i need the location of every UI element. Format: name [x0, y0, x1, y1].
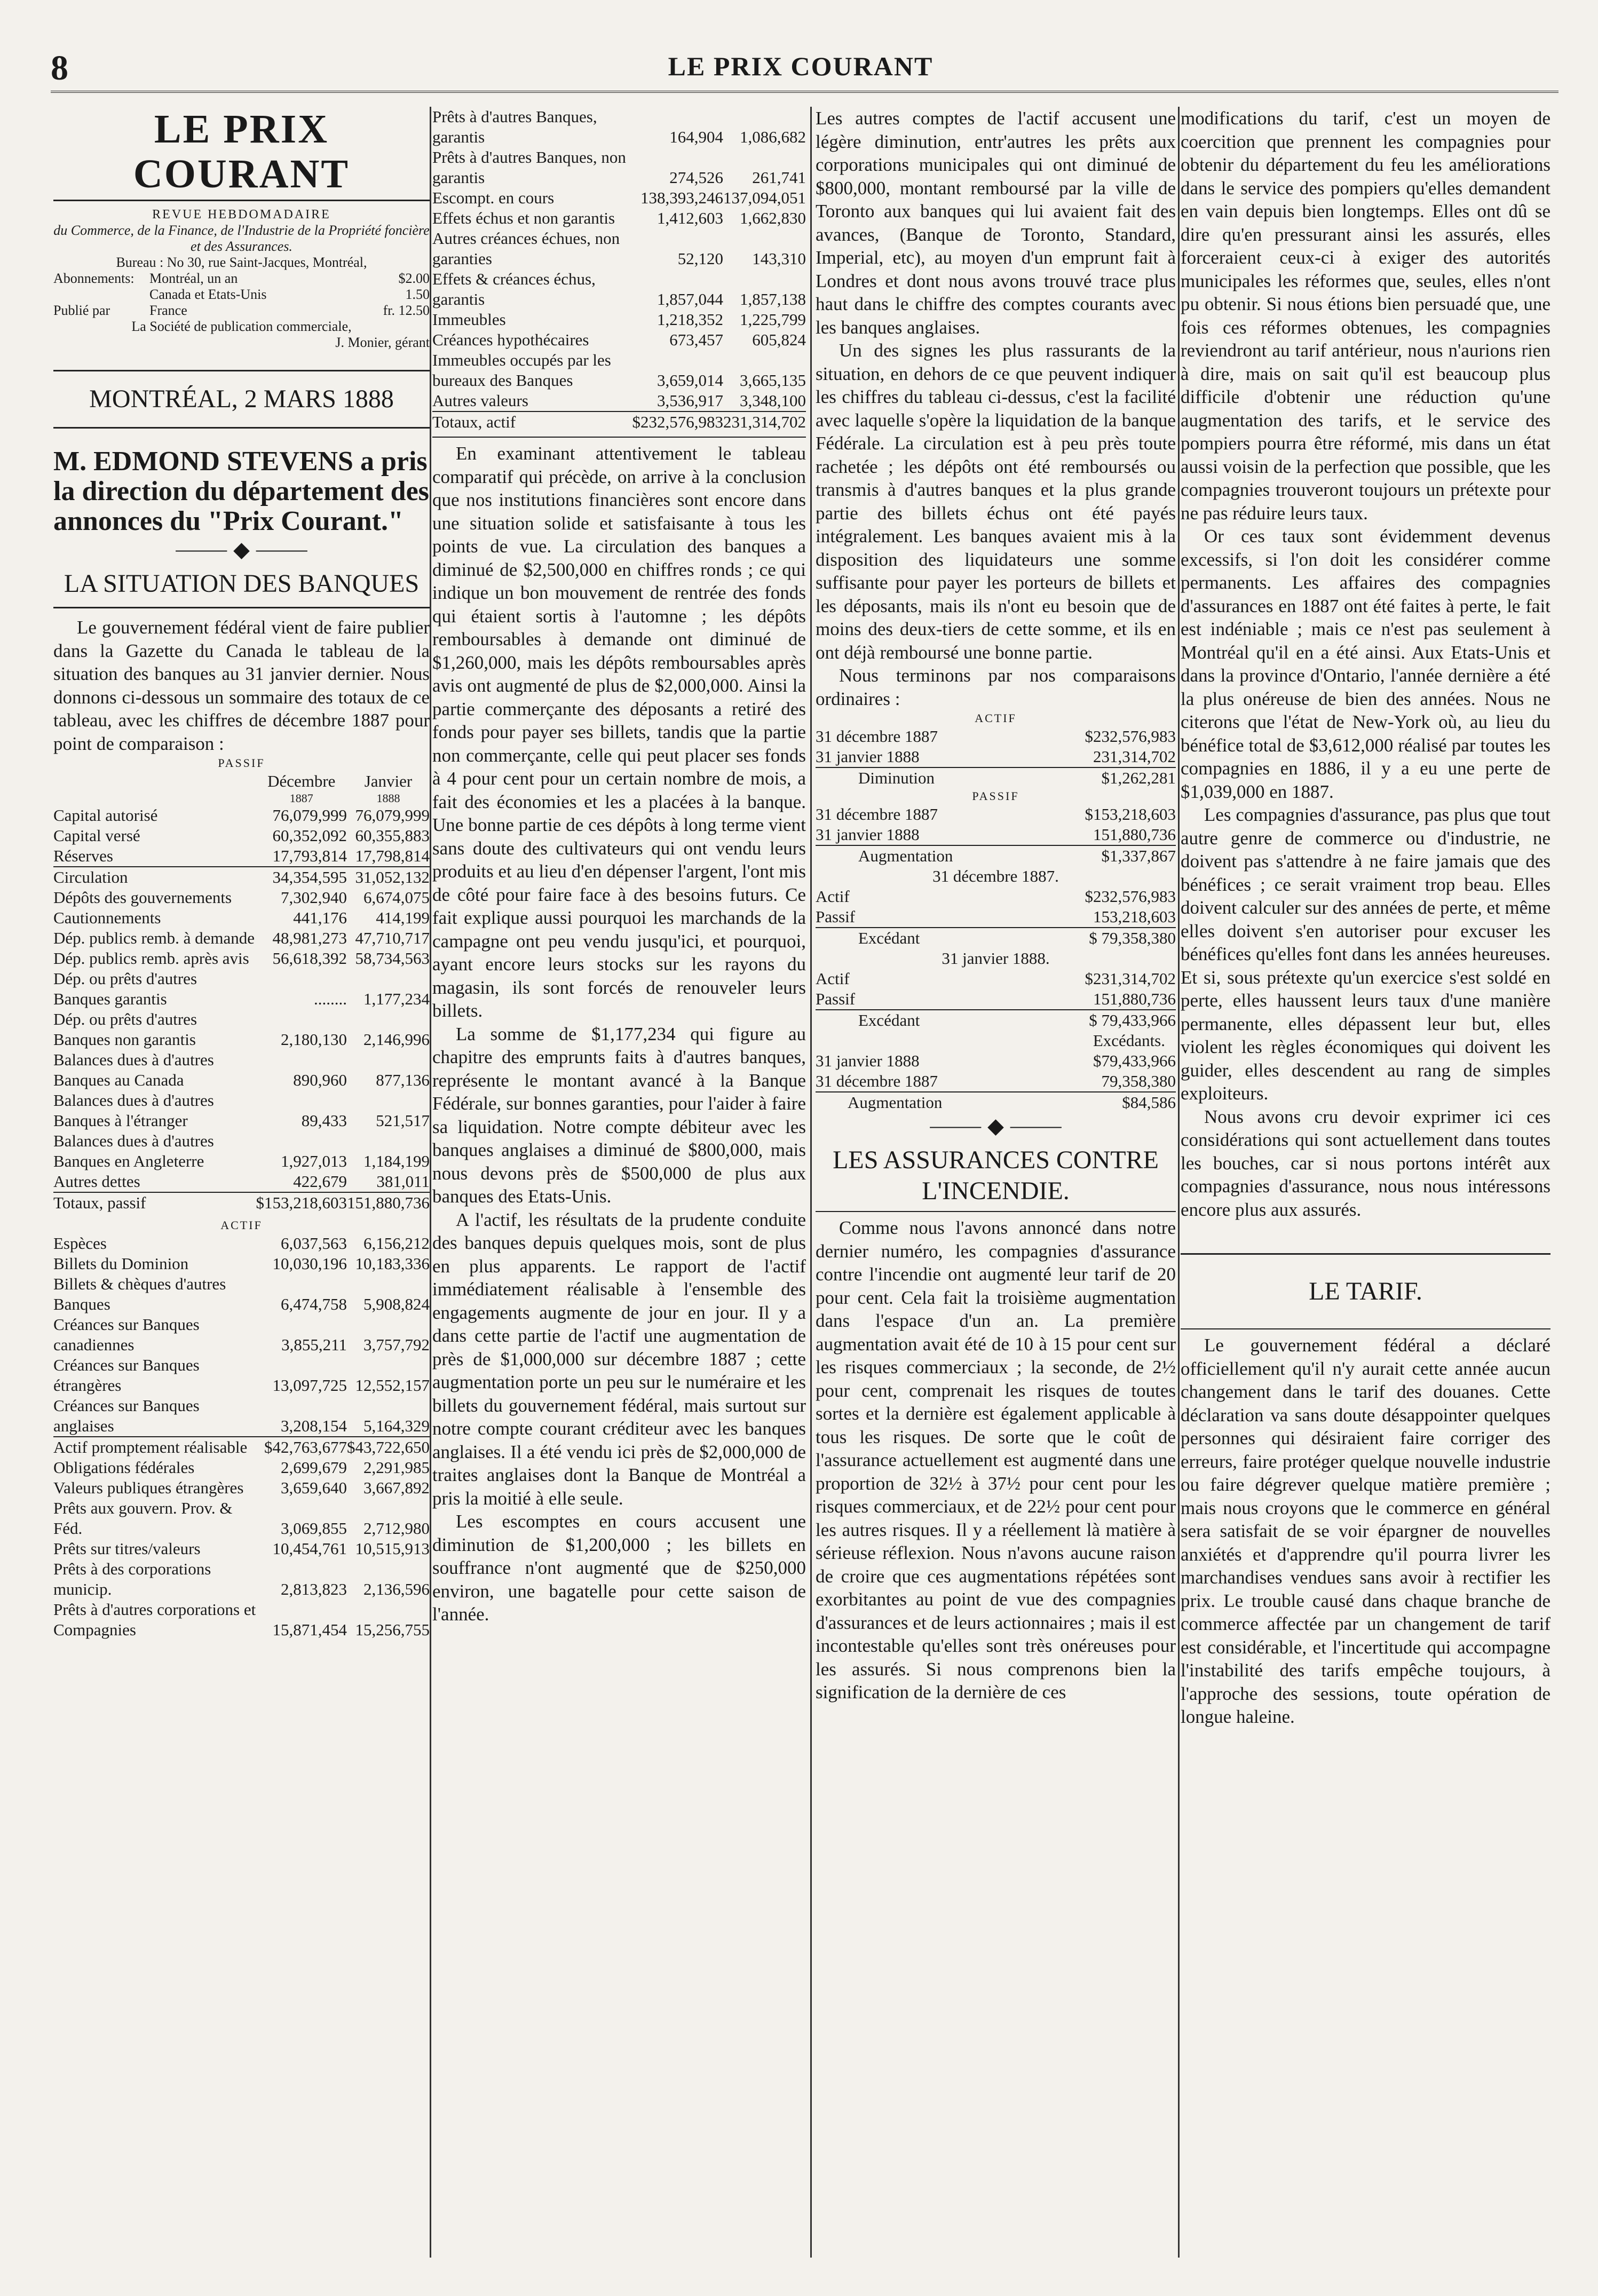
- table-row: [816, 767, 1176, 788]
- paragraph: Nous avons cru devoir exprimer ici ces considérations qui sont actuellement dans toutes les bouches, car si nous portons intérêt aux compagnies d'assurance, nous nous intéressons encore plus aux assurés.: [1181, 1106, 1550, 1220]
- comparison-actif: [816, 726, 1176, 788]
- row-value: $ 79,433,966: [1085, 1010, 1176, 1031]
- subscription-table: [53, 271, 430, 319]
- row-value: $84,586: [1093, 1092, 1176, 1113]
- row-label: Excédant: [816, 1010, 1085, 1031]
- table-row: [53, 888, 430, 908]
- row-label: Circulation: [53, 867, 256, 888]
- table-row: [53, 1009, 430, 1050]
- masthead: LE PRIX COURANT: [53, 107, 430, 201]
- dec-value: 1,412,603: [657, 209, 723, 227]
- dec-value: 2,180,130: [281, 1030, 347, 1049]
- dec-value: 89,433: [301, 1111, 347, 1130]
- row-label: Balances dues à d'autres Banques au Canada: [53, 1050, 214, 1089]
- paragraph: En examinant attentivement le tableau comparatif qui précède, on arrive à la conclusion que nos institutions financières sont encore dans une situation solide et satisfaisante à tous les points de vue. La circulation des banques a diminué de $2,500,000 en chiffres ronds ; ce qui indique un bon mouvement de rentrée des fonds qui étaient sortis à l'automne ; les dépôts remboursables à demande ont diminué de $1,260,000, mais les dépôts remboursables après avis ont augmenté de plus de $2,000,000. Ainsi la partie commerçante des déposants a retiré des fonds pour payer ses billets, tandis que la partie non commerçante, celle qui peut placer ses fonds à 4 pour cent pour un certain nombre de mois, a fait des économies et les a placées à la banque. Une bonne partie de ces dépôts à long terme vient sans doute des cultivateurs qui ont vendu leurs produits et au lieu d'en dépenser l'argent, l'ont mis de côté pour faire face à des besoins futurs. Ce fait explique aussi pourquoi les marchands de la campagne ont peu vendu jusqu'ici, et pourquoi, ayant encore leurs stocks sur les rayons du magasin, ils sont forcés de renouveler leurs billets.: [432, 443, 806, 1021]
- table-row: [816, 989, 1176, 1010]
- row-value: $ 79,358,380: [1085, 928, 1176, 948]
- row-label: Prêts à des corporations municip.: [53, 1559, 211, 1598]
- dec-value: 2,813,823: [281, 1580, 347, 1598]
- jan-value: 143,310: [752, 249, 806, 268]
- bureau-address: Bureau : No 30, rue Saint-Jacques, Montréal,: [116, 255, 367, 270]
- row-label: 31 janvier 1888: [816, 747, 920, 766]
- dec-value: 52,120: [677, 249, 723, 268]
- dec-value: 3,659,014: [657, 371, 723, 390]
- subscription-place: Canada et Etats-Unis: [149, 287, 267, 302]
- row-value: 231,314,702: [1093, 747, 1176, 766]
- jan-value: 3,665,135: [740, 371, 806, 390]
- dec-value: 60,352,092: [272, 826, 347, 845]
- row-label: Créances sur Banques étrangères: [53, 1356, 200, 1395]
- table-row: [53, 908, 430, 928]
- subhead: 31 janvier 1888.: [942, 949, 1050, 968]
- row-label: Immeubles occupés par les bureaux des Banques: [432, 351, 611, 390]
- jan-value: 60,355,883: [355, 826, 430, 845]
- jan-value: 31,052,132: [347, 867, 430, 888]
- row-label: Espèces: [53, 1234, 107, 1253]
- row-value: $231,314,702: [1085, 969, 1176, 988]
- jan-value: 5,908,824: [363, 1295, 430, 1313]
- table-row: [53, 1233, 430, 1254]
- table-row: [53, 805, 430, 826]
- table-row: [53, 1559, 430, 1600]
- row-value: 151,880,736: [1093, 989, 1176, 1008]
- dec-value: ........: [314, 989, 347, 1008]
- row-label: Effets & créances échus, garantis: [432, 270, 596, 308]
- dec-value: 7,302,940: [281, 888, 347, 907]
- jan-value: 877,136: [376, 1071, 430, 1089]
- row-label: Autres valeurs: [432, 391, 528, 410]
- subscription-price: $2.00: [398, 271, 430, 286]
- jan-value: 58,734,563: [355, 949, 430, 968]
- table-row: [53, 1274, 430, 1315]
- subhead: Excédants.: [1093, 1031, 1165, 1050]
- table-row: [53, 1478, 430, 1498]
- jan-value: 10,183,336: [355, 1254, 430, 1273]
- row-label: 31 décembre 1887: [816, 1072, 938, 1090]
- table-row: [432, 330, 806, 350]
- jan-value: 3,667,892: [363, 1478, 430, 1497]
- paragraph: Le gouvernement fédéral a déclaré officiellement qu'il n'y aurait cette année aucun changement dans le tarif des douanes. Cette déclaration va sans doute désappointer quelques personnes qui désiraient faire corriger des erreurs, faire protéger quelque nouvelle industrie ou faire dégrever quelque matière première ; mais nous croyons que le commerce en général sera satisfait de se voir épargner de nouvelles anxiétés et d'apprendre qu'il pourra livrer les marchandises vendues sans avoir à rectifier les prix. Le trouble causé dans chaque branche de commerce affectée par un changement de tarif est considérable, et l'incertitude qui accompagne l'instabilité des tarifs empêche toujours, à l'approche des sessions, toute opération de longue haleine.: [1181, 1335, 1550, 1727]
- row-label: Dépôts des gouvernements: [53, 888, 232, 907]
- publisher: La Société de publication commerciale,: [131, 319, 352, 334]
- dec-value: $153,218,603: [256, 1193, 347, 1212]
- col-year: 1887: [289, 791, 313, 805]
- table-row: [816, 969, 1176, 989]
- dec-value: 17,793,814: [272, 846, 347, 865]
- table-row: [432, 350, 806, 391]
- table-row: [53, 1171, 430, 1192]
- publie-par: Publié par: [53, 303, 110, 318]
- divider: [1181, 1253, 1550, 1255]
- table-row: [816, 747, 1176, 767]
- row-label: Effets échus et non garantis: [432, 209, 615, 227]
- actif-caption: ACTIF: [220, 1218, 263, 1232]
- column-3: [816, 107, 1176, 2258]
- dec-value: 3,536,917: [657, 391, 723, 410]
- row-label: Balances dues à d'autres Banques en Angleterre: [53, 1131, 214, 1170]
- passif-table: [53, 771, 430, 1213]
- table-row: [432, 107, 806, 147]
- row-label: Autres dettes: [53, 1172, 140, 1191]
- dec-value: 6,037,563: [281, 1234, 347, 1253]
- row-label: Balances dues à d'autres Banques à l'étranger: [53, 1091, 214, 1130]
- running-title: LE PRIX COURANT: [668, 51, 934, 81]
- row-label: Escompt. en cours: [432, 188, 555, 207]
- actif-caption: ACTIF: [975, 711, 1017, 725]
- dec-value: 422,679: [293, 1172, 347, 1191]
- jan-value: 10,515,913: [355, 1539, 430, 1558]
- row-value: 79,358,380: [1101, 1072, 1176, 1090]
- table-row: [816, 1092, 1176, 1113]
- paragraph: Un des signes les plus rassurants de la situation, en dehors de ce que peuvent indiquer les chiffres du tableau ci-dessus, c'est la facilité avec laquelle s'opère la liquidation de la banque Fédérale. La circulation est à peu près toute rachetée ; les dépôts ont été remboursés ou transmis à d'autres banques et la plus grande partie des billets échus ont été payés intégralement. Les banques avaient mis à la disposition des liquidateurs une somme suffisante pour payer les porteurs de billets et les déposants, mais ils n'ont eu besoin que de moins des deux-tiers de cette somme, et ils en ont déjà remboursé une bonne partie.: [816, 340, 1176, 663]
- row-label: Actif promptement réalisable: [53, 1437, 264, 1458]
- row-label: Augmentation: [816, 1092, 1093, 1113]
- page-header: [0, 0, 1598, 109]
- table-row: [816, 726, 1176, 747]
- comparison-december: [816, 886, 1176, 948]
- table-row: [816, 1010, 1176, 1031]
- subscription-price: 1.50: [405, 287, 430, 302]
- table-row: [816, 1071, 1176, 1092]
- dec-value: 13,097,725: [272, 1376, 347, 1395]
- jan-value: 381,011: [376, 1172, 430, 1191]
- table-row: [53, 826, 430, 846]
- divider: [816, 1211, 1176, 1212]
- dec-value: 3,208,154: [281, 1416, 347, 1435]
- row-value: $232,576,983: [1085, 727, 1176, 746]
- dec-value: 15,871,454: [272, 1620, 347, 1639]
- dec-value: 164,904: [669, 128, 723, 146]
- jan-value: 12,552,157: [355, 1376, 430, 1395]
- col-year: 1888: [376, 791, 400, 805]
- table-row: [53, 969, 430, 1009]
- table-row: [816, 886, 1176, 907]
- row-value: $79,433,966: [1093, 1051, 1176, 1070]
- divider: [1181, 1328, 1550, 1329]
- jan-value: 5,164,329: [363, 1416, 430, 1435]
- divider: [432, 437, 806, 438]
- table-row: [53, 1131, 430, 1171]
- masthead-tagline: du Commerce, de la Finance, de l'Industrie de la Propriété foncière et des Assurances.: [53, 223, 430, 254]
- row-label: Cautionnements: [53, 908, 161, 927]
- table-row: [53, 1254, 430, 1274]
- table-row: [816, 1051, 1176, 1071]
- row-label: Créances sur Banques canadiennes: [53, 1315, 200, 1354]
- dec-value: 76,079,999: [272, 806, 347, 825]
- row-value: 153,218,603: [1093, 907, 1176, 926]
- table-row: [53, 867, 430, 888]
- jan-value: 231,314,702: [723, 413, 806, 431]
- row-label: 31 décembre 1887: [816, 727, 938, 746]
- row-value: $1,337,867: [1085, 845, 1176, 866]
- dec-value: 10,030,196: [272, 1254, 347, 1273]
- column-2: [432, 107, 806, 2258]
- table-row: [53, 928, 430, 948]
- column-rule: [1178, 107, 1180, 2258]
- paragraph: Les compagnies d'assurance, pas plus que tout autre genre de commerce ou d'industrie, ne doivent pas s'attendre à ne faire jamais que des bénéfices ; ce serait vraiment trop beau. Elles doivent calculer sur des années de perte, et même elles doivent s'en autoriser pour excuser les bénéfices qu'elles font dans les années heureuses. Et si, sous prétexte qu'un exercice s'est soldé en perte, elles haussent leurs taux d'une manière permanente, elles dépassent leur but, elles violent les règles économiques qui doivent les guider, elles descendent au rang de simples exploiteurs.: [1181, 804, 1550, 1104]
- jan-value: 521,517: [376, 1111, 430, 1130]
- table-row: [53, 1498, 430, 1539]
- dec-value: 673,457: [669, 330, 723, 349]
- section-title: LE TARIF.: [1309, 1277, 1422, 1305]
- col-header: Janvier: [364, 772, 413, 790]
- jan-value: 605,824: [752, 330, 806, 349]
- table-row: [432, 147, 806, 188]
- table-row: [432, 391, 806, 411]
- row-label: Prêts à d'autres Banques, non garantis: [432, 148, 626, 187]
- table-row: [53, 1355, 430, 1396]
- table-row: [816, 928, 1176, 948]
- dec-value: 34,354,595: [256, 867, 347, 888]
- jan-value: 17,798,814: [355, 846, 430, 865]
- row-label: Augmentation: [816, 845, 1085, 866]
- dateline: MONTRÉAL, 2 MARS 1888: [53, 370, 430, 429]
- paragraph: Or ces taux sont évidemment devenus excessifs, si l'on doit les considérer comme permanents. Les affaires des compagnies d'assurances en 1887 ont été faites à perte, le fait est indéniable ; mais ce n'est pas seulement à Montréal qu'il en a été ainsi. Aux Etats-Unis et dans la province d'Ontario, l'année dernière a été la plus onéreuse de bien des années. Nous ne citerons que l'état de New-York où, au lieu du bénéfice total de $3,612,000 réalisé par toutes les compagnies en 1886, il y a eu une perte de $1,039,000 en 1887.: [1181, 526, 1550, 802]
- total-row: [432, 411, 806, 432]
- jan-value: $43,722,650: [347, 1438, 430, 1456]
- jan-value: 414,199: [376, 908, 430, 927]
- jan-value: 6,156,212: [363, 1234, 430, 1253]
- row-value: 151,880,736: [1093, 825, 1176, 844]
- jan-value: 15,256,755: [355, 1620, 430, 1639]
- row-label: Actif: [816, 887, 850, 906]
- dec-value: 2,699,679: [281, 1458, 347, 1477]
- dec-value: 138,393,246: [640, 188, 723, 207]
- dec-value: 890,960: [293, 1071, 347, 1089]
- table-row: [53, 1600, 430, 1640]
- row-label: Dép. publics remb. après avis: [53, 949, 249, 968]
- dec-value: 441,176: [293, 908, 347, 927]
- row-label: Excédant: [816, 928, 1085, 948]
- jan-value: 76,079,999: [355, 806, 430, 825]
- row-label: Prêts à d'autres corporations et Compagnies: [53, 1600, 256, 1639]
- table-row: [53, 1539, 430, 1559]
- manager: J. Monier, gérant: [335, 335, 430, 350]
- row-label: Prêts sur titres/valeurs: [53, 1539, 201, 1558]
- row-label: Billets du Dominion: [53, 1254, 189, 1273]
- jan-value: 2,146,996: [363, 1030, 430, 1049]
- dec-value: 3,659,640: [281, 1478, 347, 1497]
- dec-value: $232,576,983: [632, 413, 723, 431]
- jan-value: 2,136,596: [363, 1580, 430, 1598]
- column-1: [53, 107, 430, 2258]
- dec-value: 1,857,044: [657, 290, 723, 308]
- jan-value: 1,184,199: [363, 1152, 430, 1170]
- row-label: Totaux, passif: [53, 1192, 256, 1213]
- jan-value: 137,094,051: [723, 188, 806, 207]
- paragraph: Les escomptes en cours accusent une diminution de $1,200,000 ; les billets en souffrance n'ont augmenté que de $250,000 environ, une bagatelle pour cette saison de l'année.: [432, 1511, 806, 1625]
- passif-caption: PASSIF: [218, 756, 265, 770]
- jan-value: 261,741: [752, 168, 806, 187]
- row-label: Réserves: [53, 846, 113, 865]
- table-row: [816, 825, 1176, 845]
- ornament: ⸻ ◆ ⸻: [175, 537, 308, 561]
- subscription-price: fr. 12.50: [383, 303, 430, 318]
- table-row: [53, 1315, 430, 1355]
- table-row: [53, 1437, 430, 1458]
- table-row: [53, 1050, 430, 1090]
- paragraph: Le gouvernement fédéral vient de faire publier dans la Gazette du Canada le tableau de la situation des banques au 31 janvier dernier. Nous donnons ci-dessous un sommaire des totaux de ce tableau, avec les chiffres de décembre 1887 pour point de comparaison :: [53, 617, 430, 754]
- column-4: [1181, 107, 1550, 2258]
- table-row: [816, 804, 1176, 825]
- table-row: [53, 948, 430, 969]
- row-label: 31 janvier 1888: [816, 1051, 920, 1070]
- jan-value: 1,086,682: [740, 128, 806, 146]
- page-number: 8: [51, 49, 68, 88]
- row-label: 31 janvier 1888: [816, 825, 920, 844]
- row-label: Diminution: [816, 767, 1085, 788]
- table-row: [432, 310, 806, 330]
- row-label: Créances sur Banques anglaises: [53, 1396, 200, 1435]
- comparison-excedants: [816, 1051, 1176, 1113]
- masthead-subtitle: REVUE HEBDOMADAIRE: [152, 208, 331, 221]
- column-rule: [430, 107, 431, 2258]
- subscription-place: France: [149, 303, 187, 318]
- dec-value: 274,526: [669, 168, 723, 187]
- row-label: Passif: [816, 989, 856, 1008]
- row-label: Capital autorisé: [53, 806, 158, 825]
- row-value: $153,218,603: [1085, 805, 1176, 824]
- dec-value: 48,981,273: [272, 929, 347, 947]
- row-label: Dép. ou prêts d'autres Banques garantis: [53, 969, 197, 1008]
- row-label: Dép. ou prêts d'autres Banques non garantis: [53, 1010, 197, 1049]
- passif-caption: PASSIF: [972, 789, 1019, 803]
- row-label: Obligations fédérales: [53, 1458, 195, 1477]
- dec-value: 10,454,761: [272, 1539, 347, 1558]
- paragraph: La somme de $1,177,234 qui figure au chapitre des emprunts faits à d'autres banques, représente le montant avancé à la Banque Fédérale, sur bonnes garanties, pour l'aider à faire sa liquidation. Notre compte débiteur avec les banques anglaises a diminué de $800,000, mais nous devons près de $500,000 de plus aux banques des Etats-Unis.: [432, 1023, 806, 1207]
- actif-table: [53, 1233, 430, 1640]
- section-title: LA SITUATION DES BANQUES: [64, 569, 420, 598]
- dec-value: 6,474,758: [281, 1295, 347, 1313]
- row-label: Totaux, actif: [432, 411, 632, 432]
- jan-value: 3,757,792: [363, 1335, 430, 1354]
- header-rule: [51, 91, 1559, 96]
- total-row: [53, 1192, 430, 1213]
- actif-continued-table: [432, 107, 806, 432]
- table-row: [432, 208, 806, 228]
- row-value: $232,576,983: [1085, 887, 1176, 906]
- dec-value: 1,927,013: [281, 1152, 347, 1170]
- dec-value: 1,218,352: [657, 310, 723, 329]
- dec-value: 56,618,392: [272, 949, 347, 968]
- row-label: Autres créances échues, non garanties: [432, 229, 620, 268]
- divider: [53, 607, 430, 608]
- abonnements-label: Abonnements:: [53, 271, 135, 286]
- jan-value: 151,880,736: [347, 1193, 430, 1212]
- paragraph: A l'actif, les résultats de la prudente conduite des banques depuis quelques mois, sont de plus en plus apparents. Le rapport de l'actif immédiatement réalisable à l'ensemble des engagements augmente de jour en jour. Il y a dans cette partie de l'actif une augmentation de près de $1,000,000 sur décembre 1887 ; cette augmentation porte un peu sur le numéraire et les billets du gouvernement fédéral, mais surtout sur notre compte courant créditeur avec les banques anglaises. Il a été vendu ici près de $2,000,000 de traites anglaises dont la Banque de Montréal a pris la moitié à elle seule.: [432, 1209, 806, 1509]
- jan-value: 2,291,985: [363, 1458, 430, 1477]
- jan-value: 1,225,799: [740, 310, 806, 329]
- subscription-place: Montréal, un an: [149, 271, 238, 286]
- table-row: [53, 1090, 430, 1131]
- row-label: Immeubles: [432, 310, 506, 329]
- table-row: [53, 1396, 430, 1437]
- column-rule: [810, 107, 812, 2258]
- jan-value: 2,712,980: [363, 1519, 430, 1538]
- table-row: [432, 269, 806, 310]
- comparison-passif: [816, 804, 1176, 866]
- paragraph: modifications du tarif, c'est un moyen de coercition que prennent les compagnies pour obtenir du département du feu les améliorations dans le service des pompiers qu'elles demandent en vain depuis bien longtemps. Elles ont dû se dire qu'en pressurant ainsi les assurés, elles forceraient ceux-ci à exiger des autorités municipales les réformes que, seules, elles n'ont pu obtenir. Si nous étions bien persuadé que, une fois ces réformes obtenues, les compagnies reviendront au tarif antérieur, nous n'aurions rien à dire, mais on sait qu'il est beaucoup plus difficile d'obtenir une réduction qu'une augmentation des tarifs, et le service des pompiers pourra être réformé, mis dans un état aussi voisin de la perfection que possible, que les compagnies trouveront toujours un prétexte pour ne pas réduire leurs taux.: [1181, 108, 1550, 524]
- jan-value: 3,348,100: [740, 391, 806, 410]
- table-row: [53, 1458, 430, 1478]
- dec-value: 3,855,211: [281, 1335, 347, 1354]
- table-row: [816, 845, 1176, 866]
- paragraph: Nous terminons par nos comparaisons ordinaires :: [816, 665, 1176, 709]
- jan-value: 1,662,830: [740, 209, 806, 227]
- row-label: Actif: [816, 969, 850, 988]
- paragraph: Les autres comptes de l'actif accusent une légère diminution, entr'autres les prêts aux corporations municipales qui ont diminué de $800,000, montant remboursé par la ville de Toronto aux banques qui lui avaient fait des avances, (Banque de Toronto, Standard, Imperial, etc), au moyen d'un emprunt fait à Londres et dont nous avons trouvé trace plus haut dans le chiffre des comptes courants avec les banques anglaises.: [816, 108, 1176, 338]
- table-row: [53, 846, 430, 867]
- dec-value: 3,069,855: [281, 1519, 347, 1538]
- row-label: Valeurs publiques étrangères: [53, 1478, 244, 1497]
- jan-value: 1,177,234: [363, 989, 430, 1008]
- jan-value: 1,857,138: [740, 290, 806, 308]
- row-label: Capital versé: [53, 826, 140, 845]
- ornament: ⸻ ◆ ⸻: [929, 1114, 1063, 1138]
- row-label: Prêts aux gouvern. Prov. & Féd.: [53, 1499, 233, 1538]
- dec-value: $42,763,677: [264, 1438, 347, 1456]
- row-label: Prêts à d'autres Banques, garantis: [432, 107, 597, 146]
- paragraph: Comme nous l'avons annoncé dans notre dernier numéro, les compagnies d'assurance contre l'incendie ont augmenté leur tarif de 20 pour cent. Cela fait la troisième augmentation dans l'espace d'un an. La première augmentation avait été de 10 à 15 pour cent sur les risques commerciaux ; la seconde, de 2½ pour cent, comprenait les risques de toutes sortes et la dernière est également applicable à tous les risques. De sorte que le coût de l'assurance actuellement est augmenté dans une proportion de 32½ à 37½ pour cent pour les risques commerciaux, et de 22½ pour cent pour les autres risques. Il y a réellement là matière à sérieuse réflexion. Nous n'avons aucune raison de croire que ces augmentations répétées sont exorbitantes au point de vue des compagnies d'assurances et de leurs actionnaires ; mais il est incontestable qu'elles sont très onéreuses pour les assurés. Si nous comprenons bien la signification de la dernière de ces: [816, 1217, 1176, 1703]
- section-title: LES ASSURANCES CONTRE L'INCENDIE.: [833, 1146, 1159, 1205]
- table-row: [432, 228, 806, 269]
- row-label: Créances hypothécaires: [432, 330, 589, 349]
- row-label: 31 décembre 1887: [816, 805, 938, 824]
- table-row: [432, 188, 806, 208]
- row-value: $1,262,281: [1085, 767, 1176, 788]
- table-row: [816, 907, 1176, 928]
- col-header: Décembre: [267, 772, 336, 790]
- announcement: M. EDMOND STEVENS a pris la direction du département des annonces du "Prix Courant.": [53, 446, 429, 536]
- row-label: Dép. publics remb. à demande: [53, 929, 255, 947]
- comparison-january: [816, 969, 1176, 1031]
- subhead: 31 décembre 1887.: [932, 867, 1059, 885]
- row-label: Passif: [816, 907, 856, 926]
- jan-value: 6,674,075: [363, 888, 430, 907]
- jan-value: 47,710,717: [355, 929, 430, 947]
- row-label: Billets & chèques d'autres Banques: [53, 1274, 226, 1313]
